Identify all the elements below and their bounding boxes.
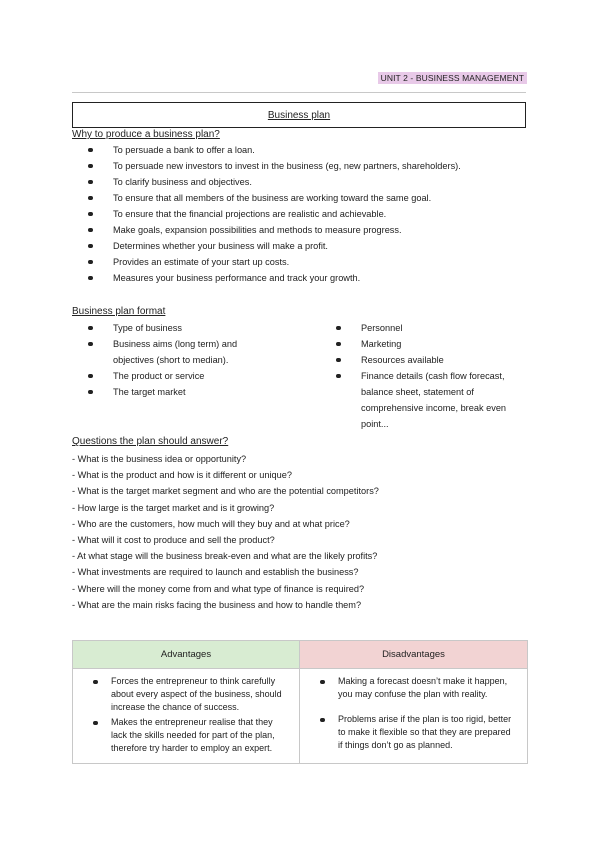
- list-item: - What is the product and how is it different or unique?: [72, 470, 292, 481]
- advantages-cell: [73, 669, 300, 764]
- list-item: - Where will the money come from and what type of finance is required?: [72, 583, 365, 594]
- list-item: Makes the entrepreneur realise that they lack the skills needed for part of the plan, therefore try harder to employ an expert.: [87, 716, 289, 755]
- list-item: - What is the business idea or opportunity?: [72, 454, 247, 464]
- list-item: Finance details (cash flow forecast, balance sheet, statement of comprehensive income, break even point...: [336, 368, 531, 432]
- why-list: [88, 142, 528, 286]
- list-item: Type of business: [88, 320, 278, 336]
- list-item: Personnel: [336, 320, 531, 336]
- disadvantages-cell: [300, 669, 528, 764]
- questions-heading: Questions the plan should answer?: [72, 436, 229, 447]
- advantages-header: Advantages: [73, 641, 300, 669]
- list-item: The target market: [88, 384, 278, 400]
- header-rule: [72, 92, 526, 93]
- list-item: Resources available: [336, 352, 531, 368]
- list-item: - What are the main risks facing the business and how to handle them?: [72, 599, 362, 610]
- list-item: Marketing: [336, 336, 531, 352]
- list-item: Measures your business performance and track your growth.: [88, 270, 528, 286]
- unit-tag: UNIT 2 - BUSINESS MANAGEMENT: [378, 72, 527, 84]
- list-item: To persuade a bank to offer a loan.: [88, 142, 528, 158]
- list-item: To ensure that the financial projections are realistic and achievable.: [88, 206, 528, 222]
- title-box: [72, 102, 526, 128]
- list-item: To persuade new investors to invest in the business (eg, new partners, shareholders).: [88, 158, 528, 174]
- format-list-right: [336, 320, 531, 432]
- disadvantages-list: [314, 675, 517, 752]
- list-item: - How large is the target market and is it growing?: [72, 502, 275, 513]
- list-item: Making a forecast doesn’t make it happen, you may confuse the plan with reality.: [314, 675, 517, 701]
- format-list-left: [88, 320, 278, 400]
- advantages-list: [87, 675, 289, 755]
- questions-list: [72, 451, 379, 613]
- list-item: Make goals, expansion possibilities and methods to measure progress.: [88, 222, 528, 238]
- list-item: - What is the target market segment and who are the potential competitors?: [72, 486, 379, 497]
- list-item: - What will it cost to produce and sell the product?: [72, 535, 275, 546]
- list-item: - Who are the customers, how much will they buy and at what price?: [72, 518, 350, 529]
- list-item: Forces the entrepreneur to think carefully about every aspect of the business, should increase the chance of success.: [87, 675, 289, 714]
- why-heading: Why to produce a business plan?: [72, 129, 220, 140]
- list-item: The product or service: [88, 368, 278, 384]
- advantages-table: [72, 640, 528, 764]
- format-heading: Business plan format: [72, 306, 166, 317]
- list-item: Problems arise if the plan is too rigid, better to make it flexible so that they are prepared if things don’t go as planned.: [314, 713, 517, 752]
- disadvantages-header: Disadvantages: [300, 641, 528, 669]
- list-item: Determines whether your business will make a profit.: [88, 238, 528, 254]
- page-title: Business plan: [267, 109, 331, 121]
- list-item: Business aims (long term) and objectives (short to median).: [88, 336, 278, 368]
- list-item: - At what stage will the business break-even and what are the likely profits?: [72, 551, 378, 562]
- list-item: To ensure that all members of the business are working toward the same goal.: [88, 190, 528, 206]
- list-item: - What investments are required to launch and establish the business?: [72, 567, 359, 578]
- list-item: To clarify business and objectives.: [88, 174, 528, 190]
- list-item: Provides an estimate of your start up costs.: [88, 254, 528, 270]
